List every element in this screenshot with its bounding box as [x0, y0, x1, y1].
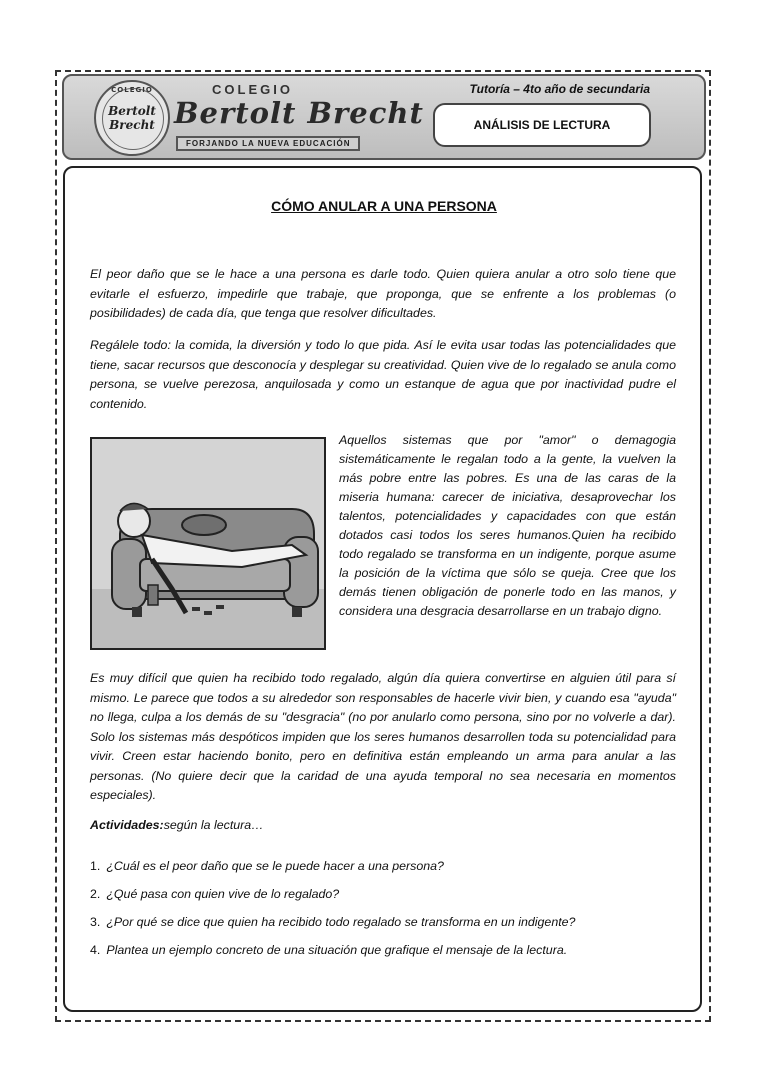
- question-number: 4.: [90, 943, 101, 957]
- reading-title: CÓMO ANULAR A UNA PERSONA: [271, 198, 497, 214]
- question-text: Plantea un ejemplo concreto de una situación que grafique el mensaje de la lectura.: [106, 943, 568, 957]
- question-number: 1.: [90, 859, 101, 873]
- question-number: 2.: [90, 887, 101, 901]
- question-item: [90, 915, 680, 929]
- school-name: Bertolt Brecht: [174, 96, 424, 130]
- paragraph-4: Es muy difícil que quien ha recibido todo regalado, algún día quiera convertirse en alguien útil para sí mismo. Le parece que todos a su alrededor son responsables de hacerle vivir bien, y cuando esa "ayuda" no llega, culpa a los demás de su "desgracia" (no por anularlo como persona, sino por no volverle a dar). Solo los sistemas más despóticos impiden que los seres humanos desarrollen toda su potencialidad para vivir. Creen estar haciendo bonito, pero en definitiva están empleando un arma para anular a las personas. (No quiere decir que la caridad de una ayuda temporal no sea necesaria en momentos especiales).: [90, 671, 676, 802]
- paragraph-3: Aquellos sistemas que por "amor" o demagogia sistemáticamente le regalan todo a la gente, la vuelven la más pobre entre las pobres. Es una de las caras de la miseria humana: carecer de iniciativa, desaprovechar los talentos, potencialidades y capacidades con que están dotados casi todos los seres humanos.Quien ha recibido todo regalado se transforma en un indigente, porque asume la posición de la víctima que sólo se queja. Cree que los demás tienen obligación de ponerle todo en las manos, y considera una desgracia desarrollarse en un trabajo digno.: [339, 433, 676, 618]
- question-item: [90, 859, 680, 873]
- activities-sublabel: según la lectura…: [163, 818, 264, 832]
- question-text: ¿Cuál es el peor daño que se le puede hacer a una persona?: [106, 859, 444, 873]
- colegio-label: COLEGIO: [212, 82, 293, 97]
- question-number: 3.: [90, 915, 101, 929]
- section-title: ANÁLISIS DE LECTURA: [433, 103, 651, 147]
- school-seal-logo: [94, 80, 170, 156]
- activities-heading: [90, 818, 264, 832]
- question-text: ¿Qué pasa con quien vive de lo regalado?: [106, 887, 340, 901]
- activities-label: Actividades:: [90, 818, 164, 832]
- seal-top-text: COLEGIO: [111, 86, 153, 94]
- question-text: ¿Por qué se dice que quien ha recibido todo regalado se transforma en un indigente?: [106, 915, 576, 929]
- course-label: Tutoría – 4to año de secundaria: [469, 82, 650, 96]
- lazy-person-on-couch-illustration: [90, 437, 326, 650]
- question-item: [90, 887, 680, 901]
- question-item: [90, 943, 680, 957]
- paragraph-2: Regálele todo: la comida, la diversión y todo lo que pida. Así le evita usar todas las potencialidades que tiene, sacar recursos que desconocía y desplegar su creatividad. Quien vive de lo regalado se anula como persona, se vuelve perezosa, anquilosada y como un estanque de agua que por inactividad pudre el contenido.: [90, 338, 676, 411]
- paragraph-1: El peor daño que se le hace a una persona es darle todo. Quien quiera anular a otro solo tiene que evitarle el esfuerzo, impedirle que trabaje, que proponga, que se enfrente a los problemas (o posibilidades) de cada día, que tenga que resolver dificultades.: [90, 267, 676, 320]
- seal-name-text: Bertolt Brecht: [108, 104, 156, 132]
- school-motto: FORJANDO LA NUEVA EDUCACIÓN: [176, 136, 360, 151]
- couch-illustration-svg: [92, 439, 324, 648]
